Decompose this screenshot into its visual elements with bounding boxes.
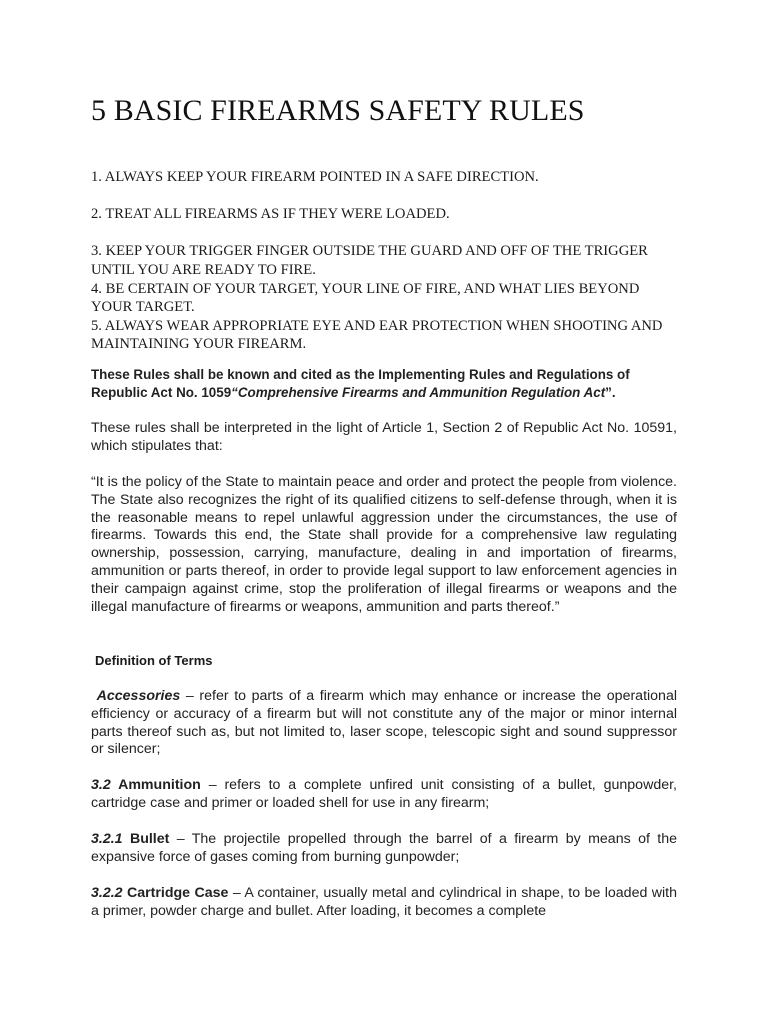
definition-number: 3.2.1 [91, 831, 123, 847]
definition-term: Accessories [96, 688, 181, 704]
document-title: 5 BASIC FIREARMS SAFETY RULES [91, 94, 585, 127]
citation-paragraph [91, 366, 677, 402]
definition-item [91, 688, 677, 759]
definition-number: 3.2 [91, 777, 111, 793]
definition-text: – refers to a complete unfired unit consisting of a bullet, gunpowder, cartridge case and primer or loaded shell for use in any firearm; [91, 777, 677, 811]
safety-rules-list [91, 168, 677, 354]
definition-text: – The projectile propelled through the barrel of a firearm by means of the expansive force of gases coming from burning gunpowder; [91, 831, 677, 865]
rule-item: 2. TREAT ALL FIREARMS AS IF THEY WERE LOADED. [91, 206, 450, 223]
rule-item: 3. KEEP YOUR TRIGGER FINGER OUTSIDE THE GUARD AND OFF OF THE TRIGGER UNTIL YOU ARE READY TO FIRE. [91, 243, 648, 278]
definition-term: Ammunition [110, 777, 201, 793]
definition-item [91, 831, 677, 867]
definition-item [91, 777, 677, 813]
definitions-heading: Definition of Terms [95, 653, 213, 668]
rule-item: 5. ALWAYS WEAR APPROPRIATE EYE AND EAR PROTECTION WHEN SHOOTING AND MAINTAINING YOUR FIREARM. [91, 317, 663, 353]
interpretation-paragraph [91, 420, 677, 456]
interpretation-text: These rules shall be interpreted in the light of Article 1, Section 2 of Republic Act No. 10591, which stipulates that: [91, 420, 677, 454]
rule-item: 1. ALWAYS KEEP YOUR FIREARM POINTED IN A SAFE DIRECTION. [91, 169, 539, 185]
definition-text: – refer to parts of a firearm which may enhance or increase the operational efficiency or accuracy of a firearm but will not constitute any of the major or minor internal parts thereof such as, but not limited to, laser scope, telescopic sight and sound suppressor or silencer; [91, 688, 677, 758]
definition-text: – A container, usually metal and cylindrical in shape, to be loaded with a primer, powder charge and bullet. After loading, it becomes a complete [91, 885, 677, 919]
citation-end: ”. [605, 385, 616, 400]
definition-item [91, 885, 677, 921]
rule-item: 4. BE CERTAIN OF YOUR TARGET, YOUR LINE OF FIRE, AND WHAT LIES BEYOND YOUR TARGET. [91, 280, 640, 316]
definitions-heading-block [91, 653, 677, 668]
definition-term: Bullet [122, 831, 170, 847]
citation-text: These Rules shall be known and cited as the Implementing Rules and Regulations of Republic Act No. 1059 [91, 367, 630, 400]
definition-term: Cartridge Case [122, 885, 229, 901]
policy-quote-text: “It is the policy of the State to maintain peace and order and protect the people from violence. The State also recognizes the right of its qualified citizens to self-defense through, when it is the reasonable means to repel unlawful aggression under the circumstances, the use of firearms. Towards this end, the State shall provide for a comprehensive law regulating ownership, possession, carrying, manufacture, dealing in and importation of firearms, ammunition or parts thereof, in order to provide legal support to law enforcement agencies in their campaign against crime, stop the proliferation of illegal firearms or weapons and the illegal manufacture of firearms or weapons, ammunition and parts thereof.” [91, 474, 677, 615]
policy-quote-paragraph [91, 474, 677, 616]
act-name: “Comprehensive Firearms and Ammunition Regulation Act [231, 385, 606, 400]
definition-number: 3.2.2 [91, 885, 123, 901]
